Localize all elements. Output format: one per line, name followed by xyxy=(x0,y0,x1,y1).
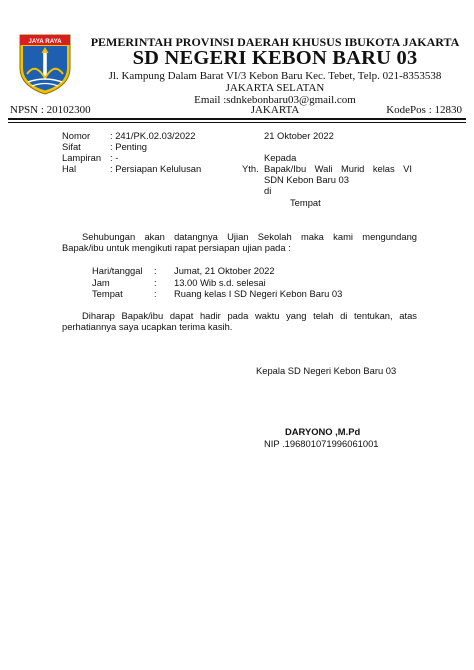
city-name: JAKARTA xyxy=(250,104,300,116)
header-divider-thick xyxy=(8,118,466,120)
sifat-label: Sifat xyxy=(62,141,81,152)
tempat-label: Tempat xyxy=(92,288,123,299)
hal-value: : Persiapan Kelulusan xyxy=(110,163,202,174)
npsn-number: NPSN : 20102300 xyxy=(10,104,91,116)
header-divider-thin xyxy=(8,122,466,123)
recipient-line3: di xyxy=(264,185,272,196)
sifat-value: : Penting xyxy=(110,141,148,152)
hal-label: Hal xyxy=(62,163,77,174)
letter-date: 21 Oktober 2022 xyxy=(264,130,334,141)
nomor-value: : 241/PK.02.03/2022 xyxy=(110,130,196,141)
paragraph-1-line-2: Bapak/ibu untuk mengikuti rapat persiapan ujian pada : xyxy=(62,242,291,253)
jam-value: 13.00 Wib s.d. selesai xyxy=(174,277,266,288)
jam-colon: : xyxy=(154,277,157,288)
paragraph-2-line-2: perhatiannya saya ucapkan terima kasih. xyxy=(62,321,233,332)
government-header: PEMERINTAH PROVINSI DAERAH KHUSUS IBUKOTA JAKARTA xyxy=(90,35,460,49)
recipient-yth: Yth. xyxy=(242,163,259,174)
school-name: SD NEGERI KEBON BARU 03 xyxy=(132,47,418,69)
nomor-label: Nomor xyxy=(62,130,91,141)
recipient-kepada: Kepada xyxy=(264,152,297,163)
tempat-colon: : xyxy=(154,288,157,299)
school-region: JAKARTA SELATAN xyxy=(225,82,325,94)
hari-label: Hari/tanggal xyxy=(92,265,143,276)
recipient-line2: SDN Kebon Baru 03 xyxy=(264,174,349,185)
signatory-nip: NIP .196801071996061001 xyxy=(264,438,379,449)
school-address: Jl. Kampung Dalam Barat VI/3 Kebon Baru Kec. Tebet, Telp. 021-8353538 xyxy=(108,70,442,82)
signatory-title: Kepala SD Negeri Kebon Baru 03 xyxy=(256,365,397,376)
paragraph-2-line-1: Diharap Bapak/ibu dapat hadir pada waktu yang telah di tentukan, atas xyxy=(82,310,417,321)
recipient-line4: Tempat xyxy=(290,197,321,208)
tempat-value: Ruang kelas I SD Negeri Kebon Baru 03 xyxy=(174,288,343,299)
hari-value: Jumat, 21 Oktober 2022 xyxy=(174,265,275,276)
recipient-line1: Bapak/Ibu Wali Murid kelas VI xyxy=(264,163,412,174)
logo-lettering: JAYA RAYA xyxy=(28,38,62,45)
signatory-name: DARYONO ,M.Pd xyxy=(285,426,361,437)
jam-label: Jam xyxy=(92,277,110,288)
lampiran-value: : - xyxy=(110,152,119,163)
paragraph-1-line-1: Sehubungan akan datangnya Ujian Sekolah maka kami mengundang xyxy=(82,231,417,242)
school-email: Email :sdnkebonbaru03@gmail.com xyxy=(194,94,356,106)
postal-code: KodePos : 12830 xyxy=(386,104,462,116)
lampiran-label: Lampiran xyxy=(62,152,102,163)
school-logo xyxy=(14,32,76,96)
hari-colon: : xyxy=(154,265,157,276)
